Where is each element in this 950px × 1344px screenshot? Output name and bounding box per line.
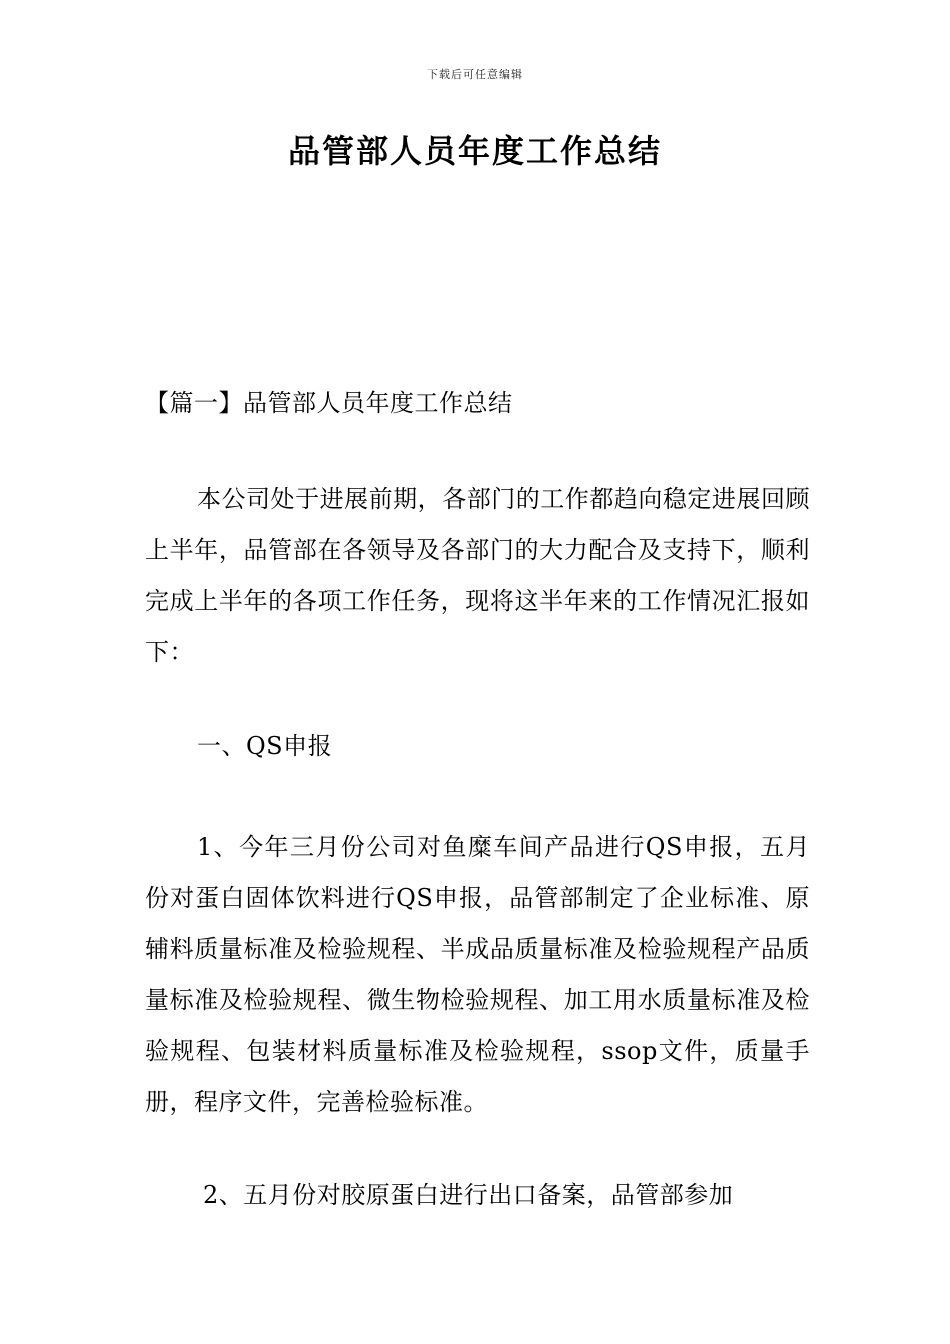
document-title: 品管部人员年度工作总结 — [287, 132, 662, 170]
section-title: 【篇一】品管部人员年度工作总结 — [145, 389, 513, 417]
intro-paragraph: 本公司处于进展前期，各部门的工作都趋向稳定进展回顾上半年，品管部在各领导及各部门的大力配合及支持下，顺利完成上半年的各项工作任务，现将这半年来的工作情况汇报如下： — [145, 485, 810, 666]
qs-paragraph-2: 2、五月份对胶原蛋白进行出口备案，品管部参加 — [203, 1181, 734, 1209]
header-note: 下载后可任意编辑 — [427, 68, 523, 81]
qs-paragraph-1: 1、今年三月份公司对鱼糜车间产品进行QS申报，五月份对蛋白固体饮料进行QS申报，品管部制定了企业标准、原辅料质量标准及检验规程、半成品质量标准及检验规程产品质量标准及检验规程、微生物检验规程、加工用水质量标准及检验规程、包装材料质量标准及检验规程，ssop文件，质量手册，程序文件，完善检验标准。 — [145, 833, 810, 1116]
qs-heading: 一、QS申报 — [197, 732, 333, 760]
